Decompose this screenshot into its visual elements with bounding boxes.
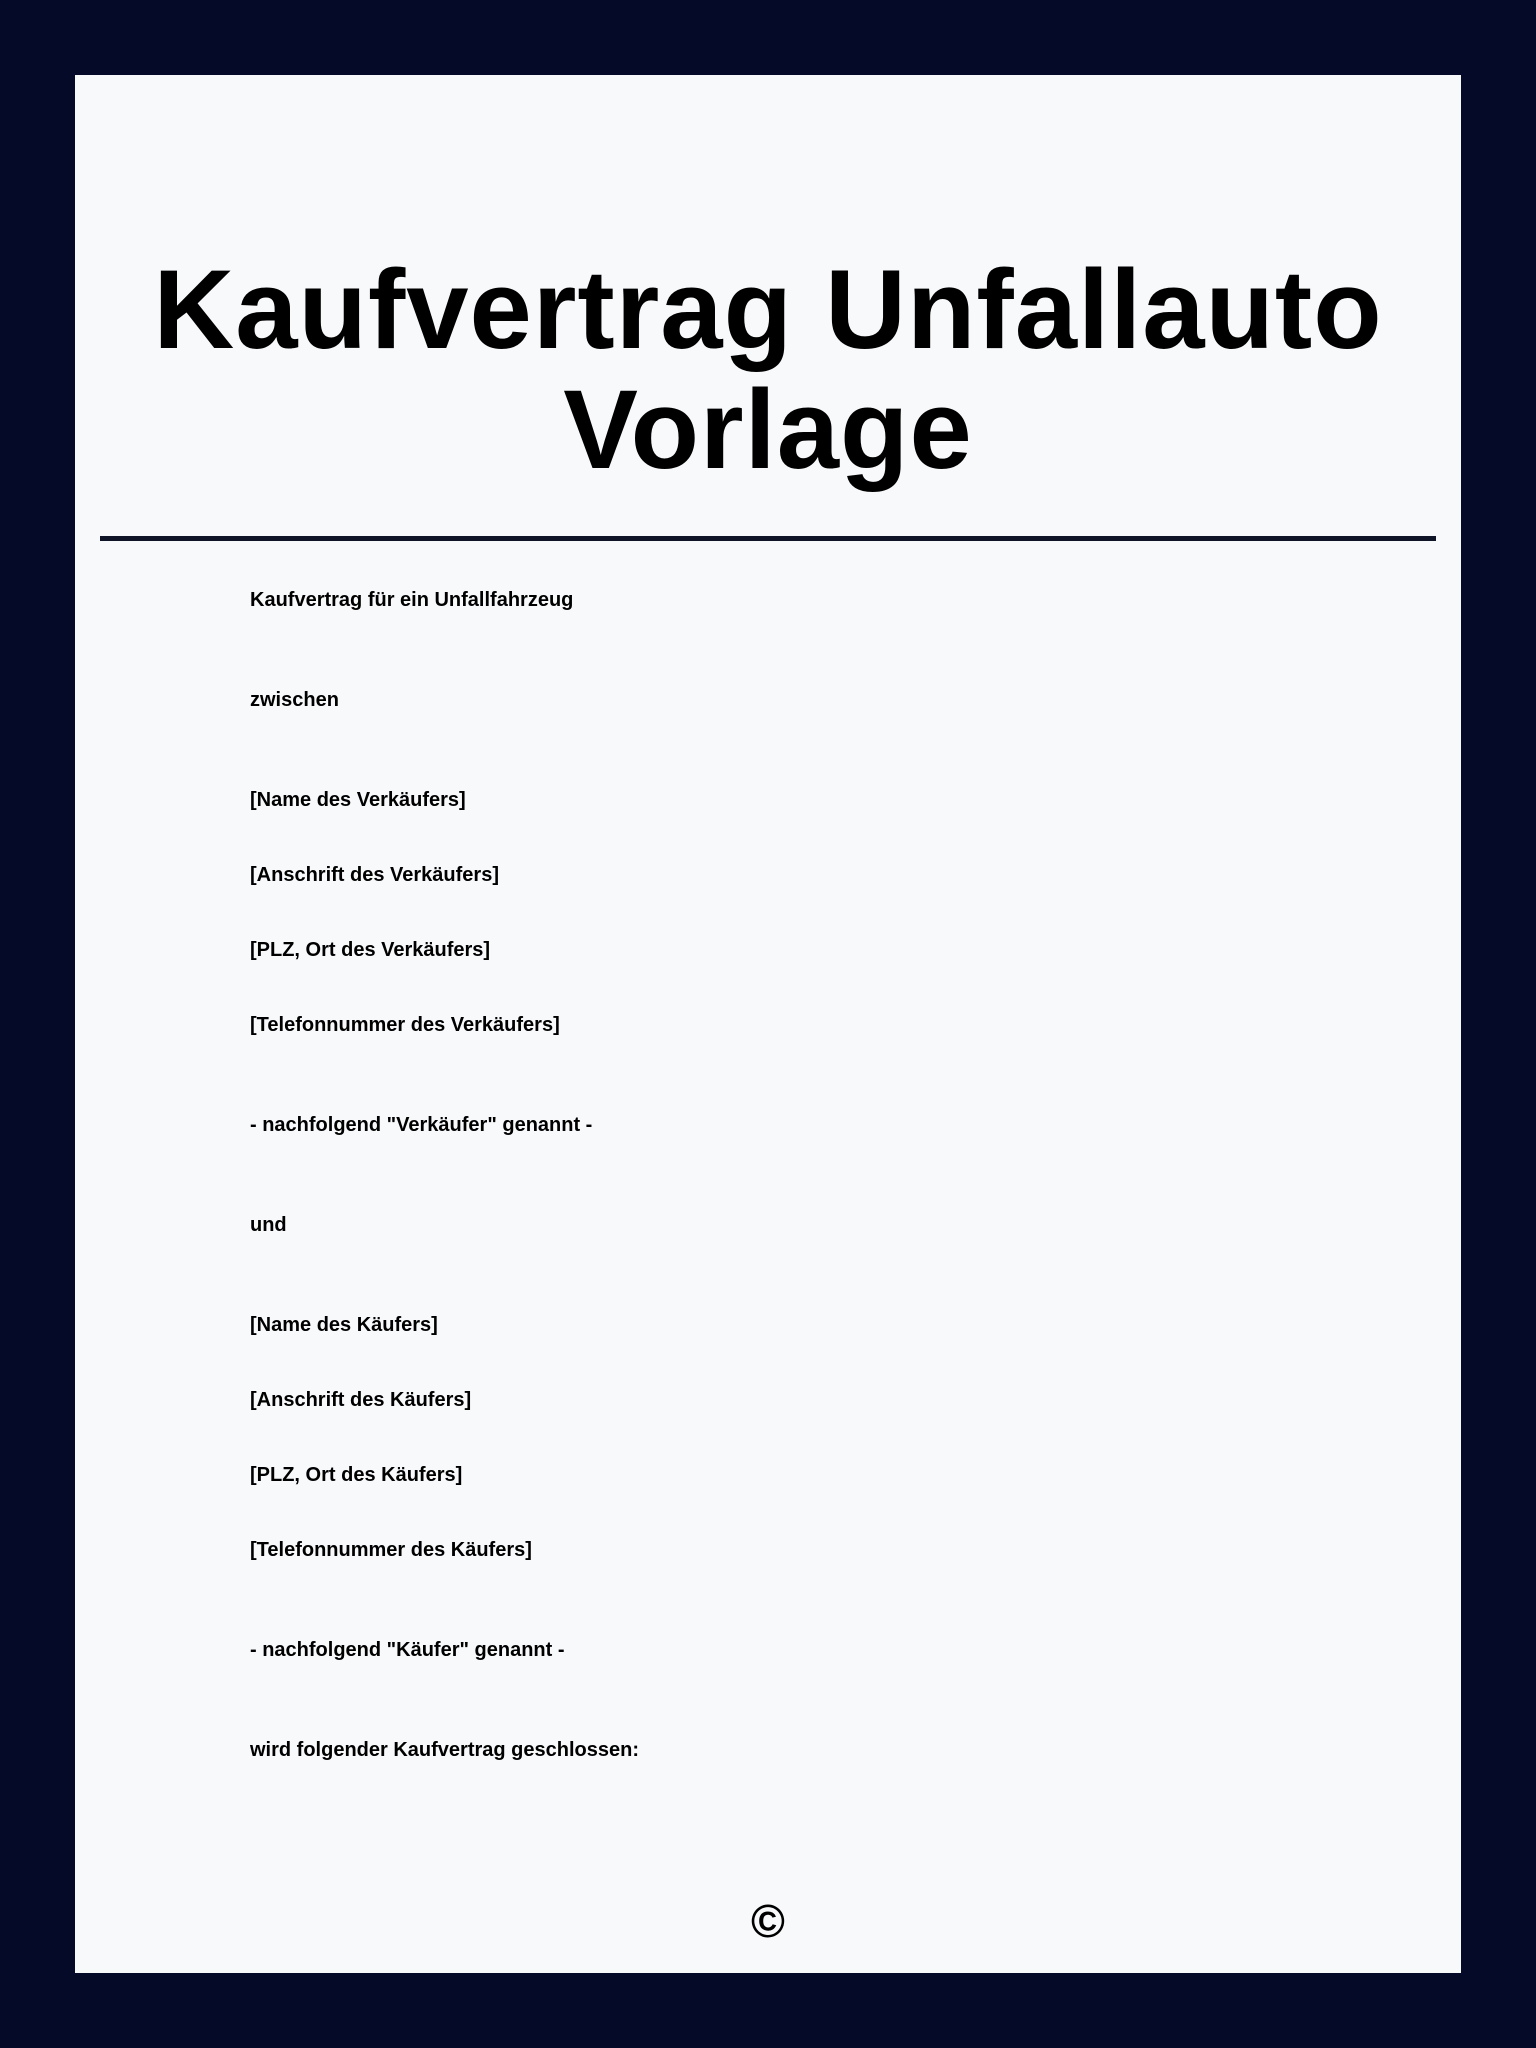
seller-phone: [Telefonnummer des Verkäufers] [250,1014,560,1036]
copyright-icon: © [751,1895,785,1947]
contract-heading: Kaufvertrag für ein Unfallfahrzeug [250,589,574,611]
document-page [75,75,1461,1973]
contract-conclusion: wird folgender Kaufvertrag geschlossen: [250,1739,639,1761]
page-title [75,247,1461,492]
buyer-name: [Name des Käufers] [250,1314,438,1336]
seller-city: [PLZ, Ort des Verkäufers] [250,939,491,961]
title-divider [100,536,1436,541]
seller-address: [Anschrift des Verkäufers] [250,864,499,886]
title-line-2: Vorlage [563,367,973,492]
buyer-designation: - nachfolgend "Käufer" genannt - [250,1639,565,1661]
buyer-phone: [Telefonnummer des Käufers] [250,1539,532,1561]
and-text: und [250,1214,287,1236]
buyer-city: [PLZ, Ort des Käufers] [250,1464,463,1486]
seller-designation: - nachfolgend "Verkäufer" genannt - [250,1114,593,1136]
seller-name: [Name des Verkäufers] [250,789,466,811]
title-line-1: Kaufvertrag Unfallauto [153,247,1383,372]
buyer-address: [Anschrift des Käufers] [250,1389,472,1411]
between-text: zwischen [250,689,339,711]
